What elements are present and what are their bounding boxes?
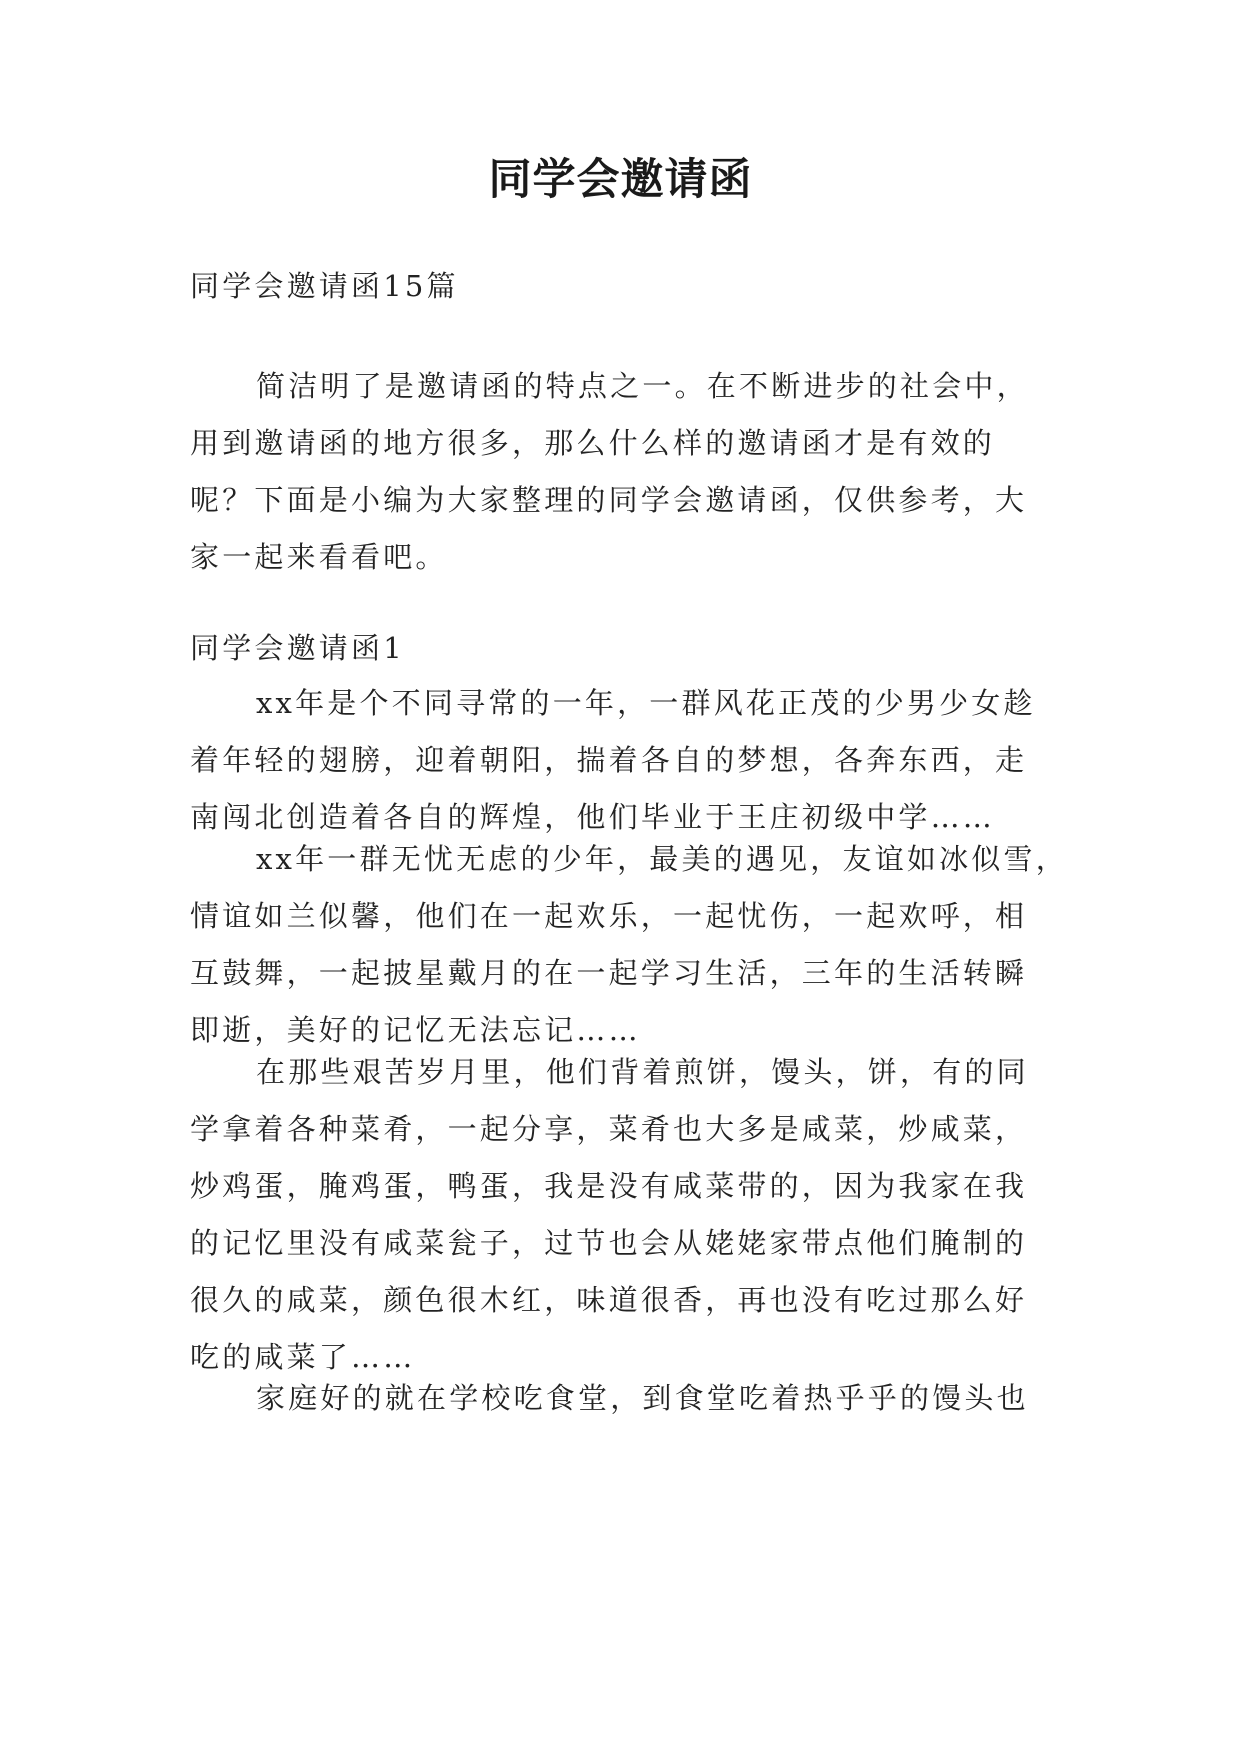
section-heading <box>190 620 1060 677</box>
intro-line-4: 家一起来看看吧。 <box>190 540 448 574</box>
paragraph-4-line-1: 家庭好的就在学校吃食堂，到食堂吃着热乎乎的馒头也 <box>256 1381 1029 1415</box>
document-title: 同学会邀请函 <box>488 155 753 205</box>
paragraph-3-line-3: 炒鸡蛋，腌鸡蛋，鸭蛋，我是没有咸菜带的，因为我家在我 <box>190 1169 1028 1203</box>
paragraph-2-line-4: 即逝，美好的记忆无法忘记…… <box>190 1013 641 1047</box>
paragraph-3-line-6: 吃的咸菜了…… <box>190 1340 416 1374</box>
document-subtitle <box>190 258 1060 315</box>
paragraph-1-line-1: xx年是个不同寻常的一年，一群风花正茂的少男少女趁 <box>256 686 1036 720</box>
paragraph-3-line-1: 在那些艰苦岁月里，他们背着煎饼，馒头，饼，有的同 <box>256 1055 1029 1089</box>
paragraph-1 <box>190 675 1060 846</box>
paragraph-3-line-4: 的记忆里没有咸菜瓮子，过节也会从姥姥家带点他们腌制的 <box>190 1226 1028 1260</box>
intro-paragraph <box>190 358 1060 586</box>
paragraph-4 <box>190 1370 1060 1427</box>
section-heading-line: 同学会邀请函1 <box>190 631 405 665</box>
intro-line-3: 呢？下面是小编为大家整理的同学会邀请函，仅供参考，大 <box>190 483 1028 517</box>
paragraph-2 <box>190 831 1068 1059</box>
paragraph-1-line-2: 着年轻的翅膀，迎着朝阳，揣着各自的梦想，各奔东西，走 <box>190 743 1028 777</box>
intro-line-2: 用到邀请函的地方很多，那么什么样的邀请函才是有效的 <box>190 426 996 460</box>
intro-line-1: 简洁明了是邀请函的特点之一。在不断进步的社会中， <box>256 369 1029 403</box>
paragraph-2-line-3: 互鼓舞，一起披星戴月的在一起学习生活，三年的生活转瞬 <box>190 956 1028 990</box>
subtitle-line: 同学会邀请函15篇 <box>190 269 459 303</box>
paragraph-3 <box>190 1044 1060 1386</box>
paragraph-2-line-2: 情谊如兰似馨，他们在一起欢乐，一起忧伤，一起欢呼，相 <box>190 899 1028 933</box>
paragraph-3-line-2: 学拿着各种菜肴，一起分享，菜肴也大多是咸菜，炒咸菜， <box>190 1112 1028 1146</box>
paragraph-2-line-1: xx年一群无忧无虑的少年，最美的遇见，友谊如冰似雪， <box>256 842 1068 876</box>
paragraph-3-line-5: 很久的咸菜，颜色很木红，味道很香，再也没有吃过那么好 <box>190 1283 1028 1317</box>
paragraph-1-line-3: 南闯北创造着各自的辉煌，他们毕业于王庄初级中学…… <box>190 800 996 834</box>
